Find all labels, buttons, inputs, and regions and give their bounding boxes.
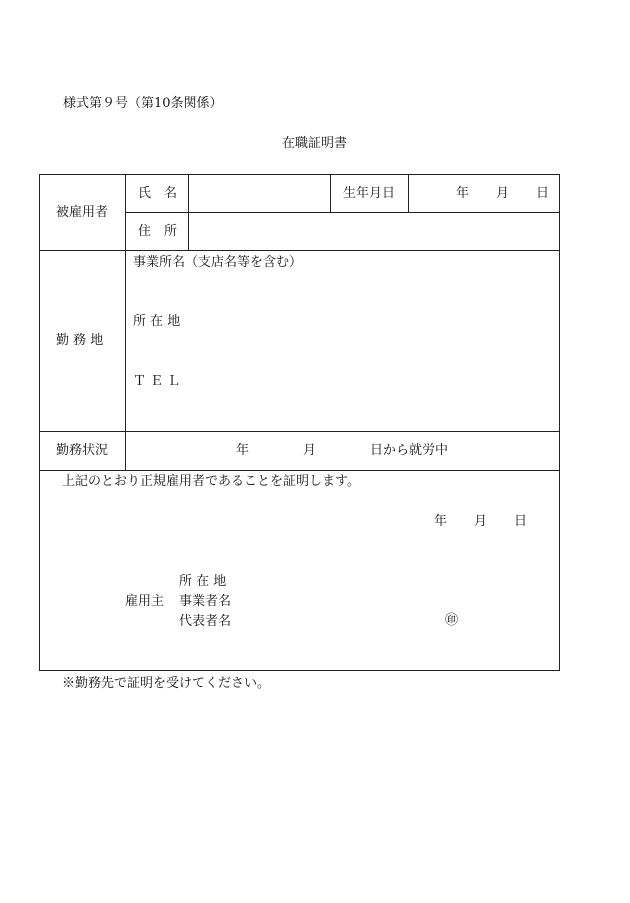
employee-section-label: 被雇用者 [56,205,109,220]
certification-date-month: 月 [474,514,488,529]
work-status-year: 年 [236,443,250,458]
work-status-day-from: 日から就労中 [370,443,449,458]
business-name-label: 事業所名（支店名等を含む） [133,255,303,270]
birthdate-month: 月 [496,186,510,201]
workplace-location-label: 所 在 地 [133,314,181,329]
work-status-label: 勤務状況 [56,443,109,458]
representative-label: 代表者名 [179,614,232,629]
tel-label: Ｔ Ｅ Ｌ [133,374,181,389]
certification-date-year: 年 [434,514,448,529]
footnote: ※勤務先で証明を受けてください。 [62,676,271,691]
seal-mark: ㊞ [445,613,459,628]
address-label: 住 所 [138,224,178,239]
form-number: 様式第９号（第10条関係） [63,96,223,111]
certification-statement: 上記のとおり正規雇用者であることを証明します。 [62,474,360,489]
employer-label: 雇用主 [125,594,165,609]
birthdate-day: 日 [536,186,550,201]
birthdate-year: 年 [456,186,470,201]
document-title: 在職証明書 [282,136,348,151]
birthdate-label: 生年月日 [343,186,396,201]
workplace-section-label: 勤 務 地 [56,333,104,348]
certification-date-day: 日 [514,514,528,529]
business-owner-label: 事業者名 [179,594,232,609]
employer-location-label: 所 在 地 [179,574,227,589]
name-label: 氏 名 [138,186,178,201]
work-status-month: 月 [303,443,317,458]
